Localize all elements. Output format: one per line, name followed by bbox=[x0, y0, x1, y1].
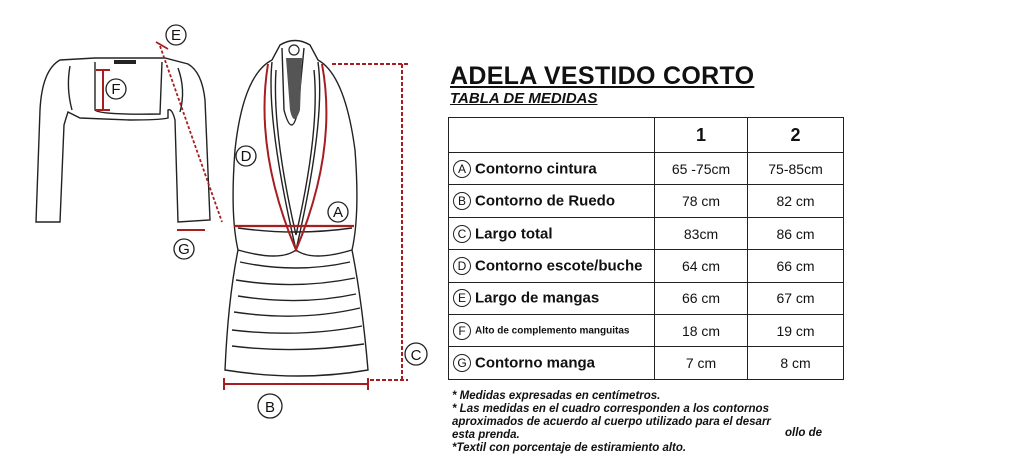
row-label bbox=[449, 185, 655, 217]
marker-f bbox=[106, 79, 126, 99]
note-line: * Las medidas en el cuadro corresponden a los contornos bbox=[452, 403, 769, 415]
row-size-2: 75-85cm bbox=[748, 153, 844, 185]
row-size-1: 65 -75cm bbox=[655, 153, 748, 185]
marker-g bbox=[174, 239, 194, 259]
letter-badge: C bbox=[453, 225, 471, 243]
row-size-2: 67 cm bbox=[748, 282, 844, 314]
row-size-1: 83cm bbox=[655, 217, 748, 249]
svg-text:F: F bbox=[111, 81, 121, 98]
row-label-text: Contorno cintura bbox=[475, 160, 597, 178]
table-row bbox=[449, 250, 844, 282]
letter-badge: G bbox=[453, 354, 471, 372]
page-subtitle: TABLA DE MEDIDAS bbox=[450, 90, 598, 107]
svg-text:A: A bbox=[332, 204, 344, 221]
note-line: esta prenda. bbox=[452, 429, 520, 441]
svg-text:C: C bbox=[410, 347, 422, 364]
note-line: * Medidas expresadas en centímetros. bbox=[452, 390, 661, 402]
marker-a bbox=[328, 202, 348, 222]
marker-d bbox=[236, 146, 256, 166]
svg-text:E: E bbox=[170, 27, 182, 44]
svg-text:B: B bbox=[264, 399, 276, 416]
row-size-2: 8 cm bbox=[748, 347, 844, 380]
row-size-2: 19 cm bbox=[748, 315, 844, 347]
row-label bbox=[449, 153, 655, 185]
row-size-2: 66 cm bbox=[748, 250, 844, 282]
row-size-1: 66 cm bbox=[655, 282, 748, 314]
row-size-2: 86 cm bbox=[748, 217, 844, 249]
table-row bbox=[449, 347, 844, 380]
note-line: *Textil con porcentaje de estiramiento alto. bbox=[452, 442, 687, 454]
marker-e-line bbox=[156, 42, 222, 222]
table-header-row bbox=[449, 118, 844, 153]
footnotes bbox=[452, 390, 832, 455]
table-row bbox=[449, 153, 844, 185]
row-size-2: 82 cm bbox=[748, 185, 844, 217]
table-row bbox=[449, 185, 844, 217]
dress-halter-shading bbox=[286, 58, 302, 119]
measurements-table bbox=[448, 117, 844, 380]
garment-sketch bbox=[0, 0, 440, 471]
row-label-text: Alto de complemento manguitas bbox=[475, 325, 630, 337]
row-label bbox=[449, 217, 655, 249]
row-label-text: Contorno escote/buche bbox=[475, 257, 643, 275]
header-size-2: 2 bbox=[748, 118, 844, 153]
letter-badge: E bbox=[453, 289, 471, 307]
svg-text:G: G bbox=[178, 241, 190, 258]
letter-badge: D bbox=[453, 257, 471, 275]
letter-badge: F bbox=[453, 322, 471, 340]
header-label-col bbox=[449, 118, 655, 153]
row-label-text: Largo total bbox=[475, 225, 553, 243]
row-label bbox=[449, 250, 655, 282]
row-size-1: 18 cm bbox=[655, 315, 748, 347]
row-label-text: Contorno manga bbox=[475, 354, 595, 372]
dress-neck-ring bbox=[289, 45, 299, 55]
marker-b-line bbox=[224, 378, 368, 390]
marker-c bbox=[405, 343, 427, 365]
table-row bbox=[449, 315, 844, 347]
row-size-1: 78 cm bbox=[655, 185, 748, 217]
note-line: aproximados de acuerdo al cuerpo utilizado para el desarr bbox=[452, 416, 771, 428]
marker-b bbox=[258, 394, 282, 418]
svg-text:D: D bbox=[240, 148, 252, 165]
letter-badge: A bbox=[453, 160, 471, 178]
page-title: ADELA VESTIDO CORTO bbox=[450, 62, 755, 90]
row-label bbox=[449, 315, 655, 347]
letter-badge: B bbox=[453, 192, 471, 210]
marker-e bbox=[166, 25, 186, 45]
row-label bbox=[449, 282, 655, 314]
table-row bbox=[449, 217, 844, 249]
note-overflow-text: ollo de bbox=[785, 427, 823, 439]
table-row bbox=[449, 282, 844, 314]
marker-c-line bbox=[332, 64, 408, 380]
row-label bbox=[449, 347, 655, 380]
row-label-text: Contorno de Ruedo bbox=[475, 192, 615, 210]
row-label-text: Largo de mangas bbox=[475, 289, 600, 307]
row-size-1: 64 cm bbox=[655, 250, 748, 282]
row-size-1: 7 cm bbox=[655, 347, 748, 380]
header-size-1: 1 bbox=[655, 118, 748, 153]
